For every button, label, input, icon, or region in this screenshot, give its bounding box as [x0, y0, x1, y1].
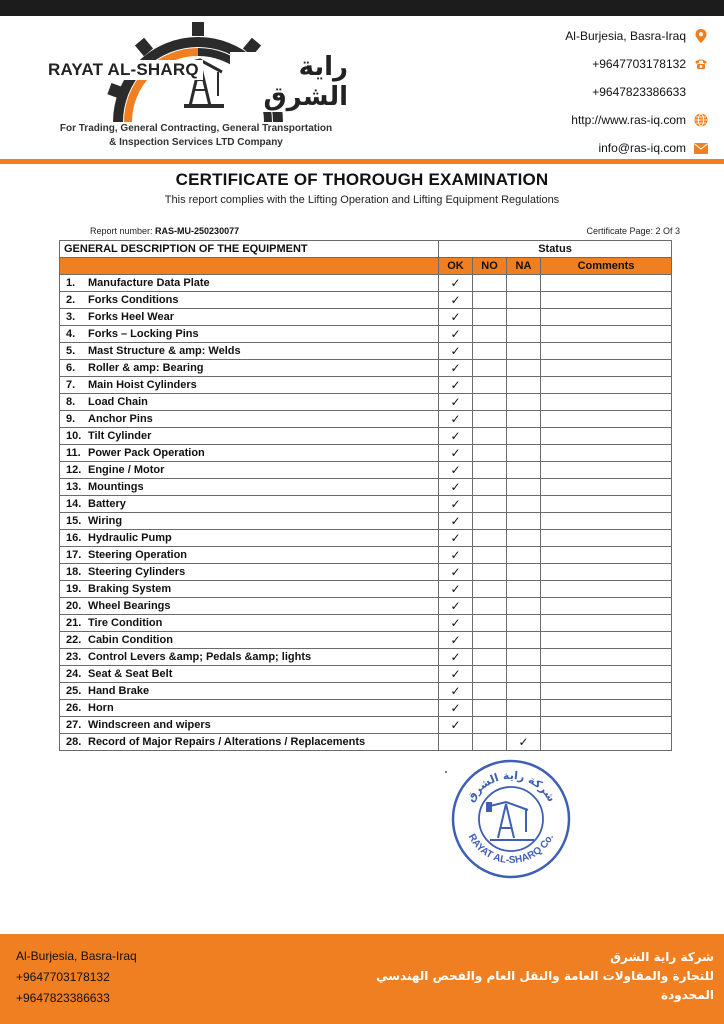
status-comments-cell [541, 326, 672, 343]
item-label-cell [60, 564, 439, 581]
status-comments-cell [541, 547, 672, 564]
status-no-cell [473, 666, 507, 683]
stamp-arabic-text: شركة راية الشرق [463, 768, 559, 805]
status-na-cell [507, 428, 541, 445]
status-na-cell [507, 700, 541, 717]
item-label-cell [60, 479, 439, 496]
item-label-cell [60, 496, 439, 513]
table-row [60, 428, 672, 445]
status-comments-cell [541, 683, 672, 700]
status-comments-cell [541, 428, 672, 445]
item-label: Seat & Seat Belt [88, 668, 173, 680]
status-no-cell [473, 581, 507, 598]
table-row [60, 598, 672, 615]
item-number: 9. [66, 413, 76, 425]
status-no-cell [473, 632, 507, 649]
table-row [60, 309, 672, 326]
description-header: GENERAL DESCRIPTION OF THE EQUIPMENT [60, 241, 439, 258]
item-number: 4. [66, 328, 76, 340]
item-label-cell [60, 581, 439, 598]
table-row [60, 615, 672, 632]
status-no-cell [473, 513, 507, 530]
status-ok-cell: ✓ [439, 428, 473, 445]
status-na-cell [507, 564, 541, 581]
column-na: NA [507, 258, 541, 275]
status-na-cell [507, 632, 541, 649]
document-subtitle: This report complies with the Lifting Operation and Lifting Equipment Regulations [164, 194, 560, 206]
column-no: NO [473, 258, 507, 275]
item-label-cell [60, 547, 439, 564]
status-no-cell [473, 700, 507, 717]
status-comments-cell [541, 564, 672, 581]
status-comments-cell [541, 275, 672, 292]
location-pin-icon [694, 29, 708, 43]
item-label: Manufacture Data Plate [88, 277, 210, 289]
item-number: 1. [66, 277, 76, 289]
contact-phone-1-text[interactable]: +9647703178132 [592, 57, 686, 71]
contact-website-text[interactable]: http://www.ras-iq.com [571, 113, 686, 127]
status-comments-cell [541, 632, 672, 649]
item-label-cell [60, 717, 439, 734]
item-label: Forks Conditions [88, 294, 179, 306]
status-na-cell [507, 666, 541, 683]
status-no-cell [473, 717, 507, 734]
contact-phone-2-text[interactable]: +9647823386633 [592, 85, 686, 99]
top-dark-bar [0, 0, 724, 16]
status-na-cell [507, 411, 541, 428]
footer-phone-2: +9647823386633 [16, 991, 110, 1005]
item-label-cell [60, 394, 439, 411]
item-number: 8. [66, 396, 76, 408]
status-na-cell [507, 649, 541, 666]
item-label-cell [60, 309, 439, 326]
item-label-cell [60, 445, 439, 462]
item-number: 13. [66, 481, 82, 493]
item-label: Record of Major Repairs / Alterations / Replacements [88, 736, 366, 748]
item-label-cell [60, 734, 439, 751]
status-no-cell [473, 411, 507, 428]
status-comments-cell [541, 445, 672, 462]
status-header: Status [439, 241, 672, 258]
status-ok-cell: ✓ [439, 598, 473, 615]
status-comments-cell [541, 360, 672, 377]
status-na-cell: ✓ [507, 734, 541, 751]
status-na-cell [507, 496, 541, 513]
item-label-cell [60, 683, 439, 700]
status-no-cell [473, 428, 507, 445]
header-contact-block [488, 22, 708, 162]
company-logo [40, 22, 350, 132]
item-label-cell [60, 649, 439, 666]
company-line-2: & Inspection Services LTD Company [109, 137, 283, 148]
item-label: Steering Operation [88, 549, 188, 561]
logo-latin-text: RAYAT AL-SHARQ [44, 60, 203, 80]
table-header-row [60, 241, 672, 258]
status-ok-cell: ✓ [439, 462, 473, 479]
blank-subheader-cell [60, 258, 439, 275]
item-label: Tilt Cylinder [88, 430, 152, 442]
item-label-cell [60, 513, 439, 530]
table-row [60, 377, 672, 394]
column-ok: OK [439, 258, 473, 275]
status-comments-cell [541, 717, 672, 734]
status-no-cell [473, 564, 507, 581]
item-number: 12. [66, 464, 82, 476]
item-number: 10. [66, 430, 82, 442]
item-number: 26. [66, 702, 82, 714]
table-row [60, 734, 672, 751]
status-comments-cell [541, 581, 672, 598]
item-label: Hand Brake [88, 685, 150, 697]
status-ok-cell: ✓ [439, 309, 473, 326]
item-label: Battery [88, 498, 126, 510]
item-label: Control Levers &amp; Pedals &amp; lights [88, 651, 312, 663]
svg-text:RAYAT AL-SHARQ Co. [466, 832, 557, 866]
status-comments-cell [541, 496, 672, 513]
item-label: Steering Cylinders [88, 566, 186, 578]
status-no-cell [473, 462, 507, 479]
table-row [60, 513, 672, 530]
status-na-cell [507, 360, 541, 377]
item-label-cell [60, 377, 439, 394]
status-ok-cell: ✓ [439, 411, 473, 428]
table-row [60, 411, 672, 428]
item-label: Tire Condition [88, 617, 163, 629]
footer-address: Al-Burjesia, Basra-Iraq [16, 949, 137, 963]
status-no-cell [473, 394, 507, 411]
status-na-cell [507, 462, 541, 479]
status-comments-cell [541, 649, 672, 666]
table-row [60, 581, 672, 598]
letterhead [0, 16, 724, 161]
status-na-cell [507, 377, 541, 394]
table-row [60, 683, 672, 700]
status-no-cell [473, 326, 507, 343]
status-na-cell [507, 513, 541, 530]
table-row [60, 445, 672, 462]
table-subheader-row [60, 258, 672, 275]
phone-icon [694, 57, 708, 71]
status-ok-cell: ✓ [439, 632, 473, 649]
contact-email-text[interactable]: info@ras-iq.com [598, 141, 686, 155]
status-comments-cell [541, 530, 672, 547]
table-row [60, 700, 672, 717]
status-ok-cell: ✓ [439, 496, 473, 513]
status-ok-cell: ✓ [439, 479, 473, 496]
item-number: 24. [66, 668, 82, 680]
table-row [60, 496, 672, 513]
status-no-cell [473, 377, 507, 394]
item-label-cell [60, 292, 439, 309]
item-number: 2. [66, 294, 76, 306]
stray-mark [445, 771, 447, 773]
contact-phone-1[interactable] [488, 50, 708, 78]
status-na-cell [507, 581, 541, 598]
status-comments-cell [541, 598, 672, 615]
status-ok-cell: ✓ [439, 547, 473, 564]
item-label-cell [60, 326, 439, 343]
status-na-cell [507, 547, 541, 564]
globe-icon [694, 113, 708, 127]
status-no-cell [473, 292, 507, 309]
status-na-cell [507, 394, 541, 411]
contact-phone-2[interactable] [488, 78, 708, 106]
status-na-cell [507, 309, 541, 326]
status-ok-cell: ✓ [439, 343, 473, 360]
report-number-line [90, 226, 239, 236]
header-divider [0, 159, 724, 164]
item-number: 5. [66, 345, 76, 357]
item-number: 28. [66, 736, 82, 748]
footer-arabic-line-3: المحدودة [661, 988, 714, 1002]
status-ok-cell: ✓ [439, 445, 473, 462]
table-row [60, 547, 672, 564]
item-label: Main Hoist Cylinders [88, 379, 197, 391]
item-number: 18. [66, 566, 82, 578]
status-ok-cell: ✓ [439, 666, 473, 683]
item-label: Load Chain [88, 396, 148, 408]
status-comments-cell [541, 479, 672, 496]
status-no-cell [473, 598, 507, 615]
table-body [60, 275, 672, 751]
item-label: Roller & amp: Bearing [88, 362, 204, 374]
stamp-latin-text: RAYAT AL-SHARQ Co. [465, 832, 557, 867]
status-na-cell [507, 292, 541, 309]
footer-arabic-line-1: شركة راية الشرق [610, 950, 714, 964]
item-label: Cabin Condition [88, 634, 173, 646]
report-number-label: Report number: [90, 226, 153, 236]
examination-table [59, 240, 672, 751]
item-label-cell [60, 462, 439, 479]
table-row [60, 649, 672, 666]
item-number: 16. [66, 532, 82, 544]
item-label-cell [60, 360, 439, 377]
status-ok-cell [439, 734, 473, 751]
item-label: Engine / Motor [88, 464, 165, 476]
status-comments-cell [541, 462, 672, 479]
status-na-cell [507, 598, 541, 615]
logo-arabic-text: راية الشرق [230, 52, 350, 112]
status-no-cell [473, 479, 507, 496]
table-row [60, 360, 672, 377]
item-number: 15. [66, 515, 82, 527]
status-comments-cell [541, 309, 672, 326]
status-ok-cell: ✓ [439, 700, 473, 717]
document-title: CERTIFICATE OF THOROUGH EXAMINATION [175, 170, 549, 189]
item-label: Hydraulic Pump [88, 532, 172, 544]
item-label: Anchor Pins [88, 413, 153, 425]
status-no-cell [473, 275, 507, 292]
status-ok-cell: ✓ [439, 649, 473, 666]
status-comments-cell [541, 700, 672, 717]
contact-address [488, 22, 708, 50]
table-row [60, 479, 672, 496]
status-no-cell [473, 530, 507, 547]
status-comments-cell [541, 292, 672, 309]
item-label-cell [60, 428, 439, 445]
item-number: 7. [66, 379, 76, 391]
page-footer [0, 934, 724, 1024]
status-ok-cell: ✓ [439, 275, 473, 292]
status-no-cell [473, 683, 507, 700]
item-label-cell [60, 598, 439, 615]
item-number: 21. [66, 617, 82, 629]
status-ok-cell: ✓ [439, 581, 473, 598]
item-label: Braking System [88, 583, 172, 595]
item-label-cell [60, 700, 439, 717]
status-na-cell [507, 683, 541, 700]
status-no-cell [473, 360, 507, 377]
company-line-1: For Trading, General Contracting, General Transportation [59, 123, 333, 134]
status-ok-cell: ✓ [439, 564, 473, 581]
status-no-cell [473, 734, 507, 751]
status-no-cell [473, 309, 507, 326]
status-ok-cell: ✓ [439, 530, 473, 547]
table-row [60, 326, 672, 343]
status-na-cell [507, 479, 541, 496]
table-row [60, 530, 672, 547]
item-number: 19. [66, 583, 82, 595]
contact-email[interactable] [488, 134, 708, 162]
item-number: 22. [66, 634, 82, 646]
item-label: Power Pack Operation [88, 447, 205, 459]
item-label-cell [60, 615, 439, 632]
table-row [60, 632, 672, 649]
table-row [60, 666, 672, 683]
table-row [60, 292, 672, 309]
envelope-icon [694, 141, 708, 155]
company-stamp-icon [450, 758, 572, 880]
item-label-cell [60, 411, 439, 428]
status-no-cell [473, 445, 507, 462]
item-number: 27. [66, 719, 82, 731]
status-comments-cell [541, 666, 672, 683]
status-ok-cell: ✓ [439, 292, 473, 309]
status-comments-cell [541, 734, 672, 751]
status-na-cell [507, 326, 541, 343]
status-no-cell [473, 496, 507, 513]
status-comments-cell [541, 513, 672, 530]
status-ok-cell: ✓ [439, 683, 473, 700]
status-na-cell [507, 530, 541, 547]
item-label: Forks Heel Wear [88, 311, 175, 323]
item-label: Wiring [88, 515, 123, 527]
status-comments-cell [541, 394, 672, 411]
item-number: 6. [66, 362, 76, 374]
item-label-cell [60, 275, 439, 292]
status-na-cell [507, 275, 541, 292]
footer-arabic-line-2: للتجارة والمقاولات العامة والنقل العام والفحص الهندسي [376, 969, 714, 983]
status-na-cell [507, 445, 541, 462]
status-ok-cell: ✓ [439, 717, 473, 734]
item-label: Mast Structure & amp: Welds [88, 345, 241, 357]
item-number: 3. [66, 311, 76, 323]
item-label: Windscreen and wipers [88, 719, 211, 731]
status-comments-cell [541, 411, 672, 428]
contact-address-text: Al-Burjesia, Basra-Iraq [565, 29, 686, 43]
item-label-cell [60, 530, 439, 547]
status-comments-cell [541, 377, 672, 394]
item-label-cell [60, 343, 439, 360]
status-ok-cell: ✓ [439, 394, 473, 411]
status-ok-cell: ✓ [439, 377, 473, 394]
certificate-page-indicator: Certificate Page: 2 Of 3 [586, 226, 680, 236]
item-label: Mountings [88, 481, 144, 493]
table-row [60, 462, 672, 479]
item-number: 11. [66, 447, 81, 459]
status-na-cell [507, 717, 541, 734]
item-label-cell [60, 666, 439, 683]
item-number: 20. [66, 600, 82, 612]
footer-phone-1: +9647703178132 [16, 970, 110, 984]
item-label: Forks – Locking Pins [88, 328, 199, 340]
status-no-cell [473, 649, 507, 666]
status-comments-cell [541, 343, 672, 360]
status-no-cell [473, 547, 507, 564]
item-label: Wheel Bearings [88, 600, 171, 612]
item-label-cell [60, 632, 439, 649]
item-number: 23. [66, 651, 82, 663]
status-ok-cell: ✓ [439, 615, 473, 632]
item-label: Horn [88, 702, 114, 714]
status-no-cell [473, 615, 507, 632]
oil-derrick-icon [170, 50, 230, 110]
item-number: 14. [66, 498, 82, 510]
status-na-cell [507, 615, 541, 632]
item-number: 17. [66, 549, 82, 561]
footer-arabic-company [334, 948, 714, 1005]
report-number-value: RAS-MU-250230077 [155, 226, 240, 236]
table-row [60, 343, 672, 360]
status-ok-cell: ✓ [439, 360, 473, 377]
table-row [60, 275, 672, 292]
status-comments-cell [541, 615, 672, 632]
status-ok-cell: ✓ [439, 326, 473, 343]
status-ok-cell: ✓ [439, 513, 473, 530]
column-comments: Comments [541, 258, 672, 275]
table-row [60, 564, 672, 581]
footer-contact [16, 946, 137, 1009]
table-row [60, 394, 672, 411]
status-no-cell [473, 343, 507, 360]
company-description [46, 122, 346, 150]
status-na-cell [507, 343, 541, 360]
contact-website[interactable] [488, 106, 708, 134]
item-number: 25. [66, 685, 82, 697]
table-row [60, 717, 672, 734]
